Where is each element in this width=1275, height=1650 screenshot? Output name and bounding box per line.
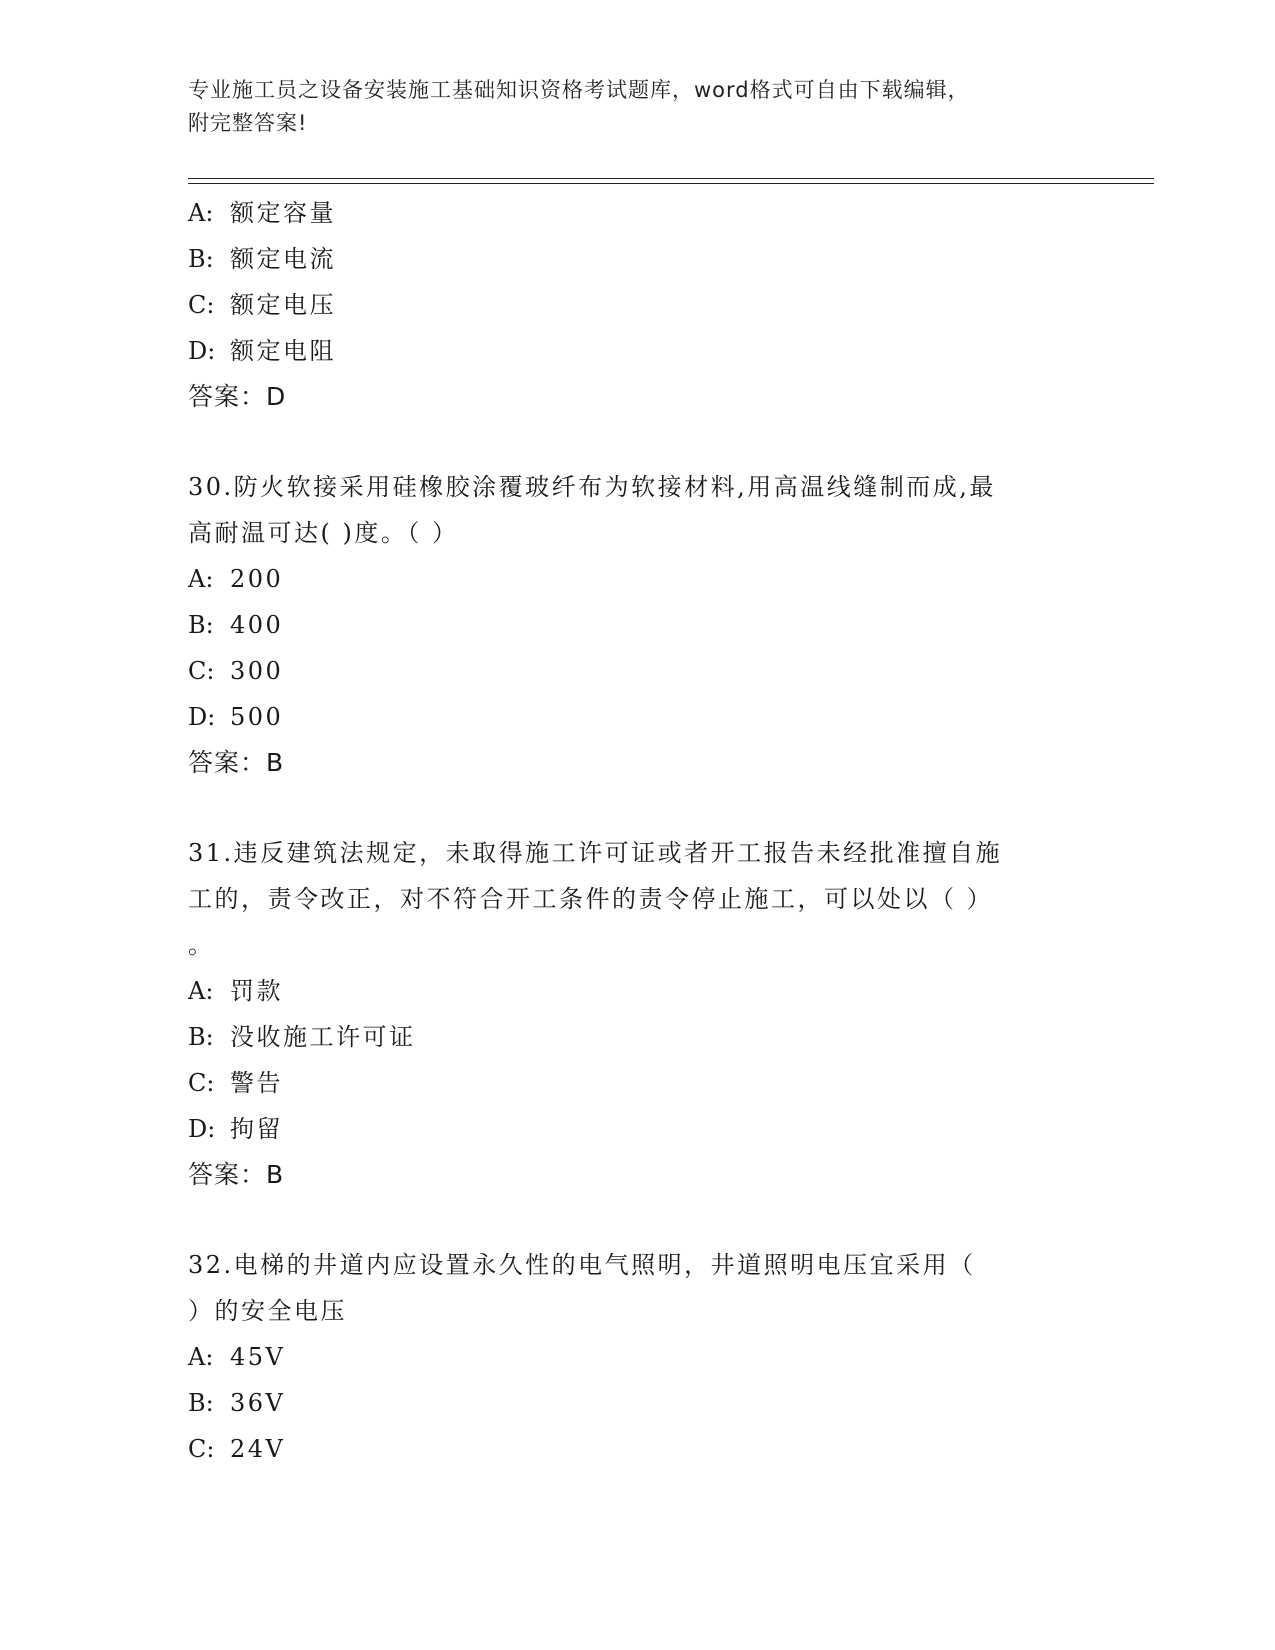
question-list [188,190,1088,1472]
option-text: 24V [230,1435,286,1463]
option-letter: A: [188,977,214,1005]
option-d [188,328,1088,374]
question-31 [188,830,1088,1198]
option-d [188,1106,1088,1152]
answer-line: 答案：D [188,382,287,411]
option-c [188,1426,1088,1472]
option-c [188,1060,1088,1106]
option-c [188,648,1088,694]
option-b [188,236,1088,282]
option-a [188,968,1088,1014]
header-line-2: 附完整答案! [188,111,308,135]
header-line-1: 专业施工员之设备安装施工基础知识资格考试题库，word格式可自由下载编辑， [188,78,970,102]
option-text: 400 [230,611,284,639]
question-29 [188,190,1088,420]
question-text-line: 高耐温可达( )度。（ ） [188,519,459,547]
question-text-line: ）的安全电压 [188,1297,347,1325]
option-letter: D: [188,703,216,731]
option-letter: A: [188,1343,214,1371]
option-letter: B: [188,1389,214,1417]
option-text: 警告 [230,1069,283,1097]
option-text: 500 [230,703,284,731]
option-letter: A: [188,565,214,593]
option-letter: D: [188,337,216,365]
option-letter: C: [188,291,215,319]
option-text: 额定电流 [230,245,336,273]
header-rule-bottom [188,183,1154,184]
question-text-line: 32.电梯的井道内应设置永久性的电气照明，井道照明电压宜采用（ [188,1251,976,1279]
option-text: 额定容量 [230,199,336,227]
question-text-line: 30.防火软接采用硅橡胶涂覆玻纤布为软接材料,用高温线缝制而成,最 [188,473,996,501]
header-rule-top [188,178,1154,179]
option-text: 300 [230,657,284,685]
option-letter: C: [188,1435,215,1463]
question-text-line: 31.违反建筑法规定，未取得施工许可证或者开工报告未经批准擅自施 [188,839,1003,867]
option-text: 额定电阻 [230,337,336,365]
option-a [188,556,1088,602]
option-letter: A: [188,199,214,227]
document-header [188,74,1068,140]
option-a [188,1334,1088,1380]
option-text: 200 [230,565,284,593]
question-32 [188,1242,1088,1472]
answer-line: 答案：B [188,1160,285,1189]
option-letter: C: [188,657,215,685]
option-text: 没收施工许可证 [230,1023,416,1051]
option-letter: B: [188,1023,214,1051]
option-b [188,1014,1088,1060]
option-letter: C: [188,1069,215,1097]
question-text-line: 工的，责令改正，对不符合开工条件的责令停止施工，可以处以（ ） [188,885,994,913]
option-text: 罚款 [230,977,283,1005]
option-b [188,1380,1088,1426]
question-30 [188,464,1088,786]
option-a [188,190,1088,236]
option-text: 36V [230,1389,286,1417]
answer-line: 答案：B [188,748,285,777]
option-text: 额定电压 [230,291,336,319]
option-letter: B: [188,611,214,639]
option-b [188,602,1088,648]
option-letter: B: [188,245,214,273]
question-text-line: 。 [188,931,215,959]
option-text: 45V [230,1343,286,1371]
option-d [188,694,1088,740]
option-letter: D: [188,1115,216,1143]
option-text: 拘留 [230,1115,283,1143]
option-c [188,282,1088,328]
